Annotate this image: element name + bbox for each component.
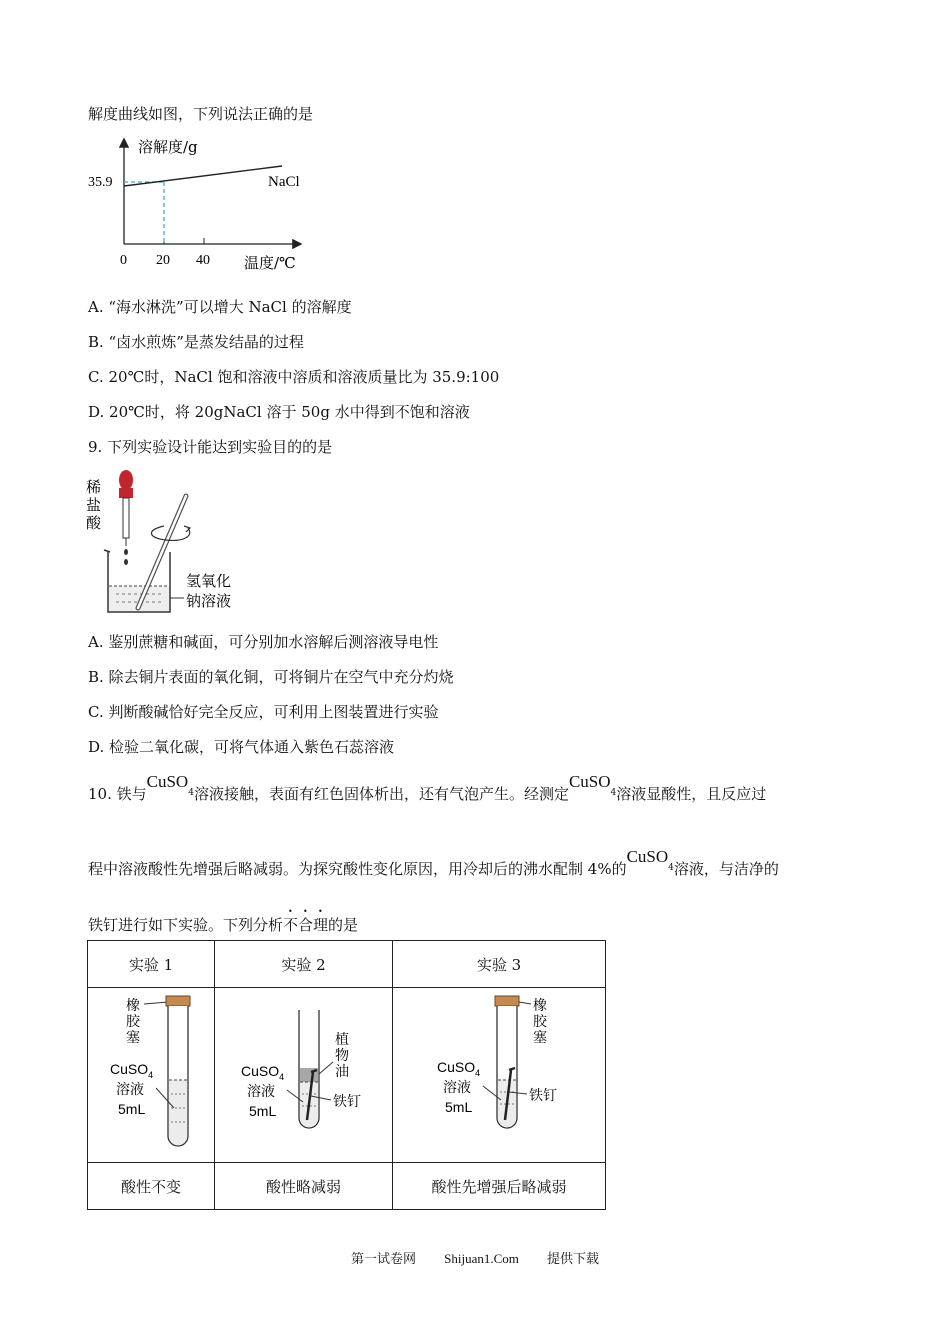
svg-text:橡: 橡 — [126, 998, 140, 1014]
svg-text:5mL: 5mL — [118, 1101, 146, 1117]
table-header: 实验 3 — [393, 941, 606, 988]
svg-text:胶: 胶 — [533, 1014, 547, 1030]
page-footer — [0, 1248, 950, 1267]
acid-label-3: 酸 — [86, 514, 102, 532]
q8-option-c: C. 20℃时，NaCl 饱和溶液中溶质和溶液质量比为 35.9:100 — [88, 368, 500, 386]
q9-option-c: C. 判断酸碱恰好完全反应，可利用上图装置进行实验 — [88, 703, 439, 721]
question-intro: 解度曲线如图，下列说法正确的是 — [88, 105, 314, 123]
svg-text:CuSO4: CuSO$_4$ — [241, 1063, 285, 1082]
x-axis-label: 温度/℃ — [244, 254, 296, 272]
svg-text:5mL: 5mL — [249, 1103, 277, 1119]
neutralization-apparatus — [86, 470, 256, 620]
svg-text:塞: 塞 — [533, 1030, 547, 1046]
test-tube-3 — [393, 988, 605, 1158]
svg-text:溶液: 溶液 — [443, 1080, 471, 1096]
dropper-tube — [123, 498, 129, 538]
test-tube-2 — [215, 988, 392, 1158]
svg-text:CuSO4: CuSO$_4$ — [110, 1061, 154, 1080]
footer-download-text: 提供下载 — [547, 1252, 600, 1267]
q10-line-3: 铁钉进行如下实验。下列分析不合理的是 — [88, 916, 359, 934]
base-label-2: 钠溶液 — [186, 592, 232, 610]
svg-text:溶液: 溶液 — [116, 1082, 144, 1098]
x-tick-label-0: 0 — [120, 253, 127, 268]
x-tick-label-20: 20 — [156, 253, 170, 268]
experiment-table — [87, 940, 606, 1210]
svg-text:油: 油 — [335, 1064, 349, 1080]
acid-label-1: 稀 — [86, 478, 102, 496]
footer-site-domain: Shijuan1.Com — [444, 1251, 519, 1266]
q9-option-a: A. 鉴别蔗糖和碱面，可分别加水溶解后测溶液导电性 — [88, 633, 439, 651]
experiment-3-figure — [393, 988, 606, 1163]
svg-text:溶液: 溶液 — [247, 1084, 275, 1100]
svg-text:胶: 胶 — [126, 1014, 140, 1030]
y-tick-label: 35.9 — [88, 175, 113, 190]
svg-text:CuSO4: CuSO$_4$ — [437, 1059, 481, 1078]
q8-option-b: B. “卤水煎炼”是蒸发结晶的过程 — [88, 333, 304, 351]
y-axis-label: 溶解度/g — [138, 138, 198, 156]
experiment-2-figure — [215, 988, 393, 1163]
q9-option-b: B. 除去铜片表面的氧化铜，可将铜片在空气中充分灼烧 — [88, 668, 454, 686]
svg-text:铁钉: 铁钉 — [333, 1094, 361, 1110]
nacl-series-line — [124, 166, 282, 186]
experiment-1-figure — [88, 988, 215, 1163]
series-label: NaCl — [268, 174, 300, 190]
cuso4-formula: CuSO$^4$ — [146, 772, 194, 798]
dropper-bulb — [119, 470, 133, 490]
solubility-chart — [86, 132, 316, 277]
test-tube-1 — [88, 988, 214, 1158]
result-cell: 酸性略减弱 — [215, 1163, 393, 1210]
svg-text:塞: 塞 — [126, 1030, 140, 1046]
result-cell: 酸性先增强后略减弱 — [393, 1163, 606, 1210]
table-header: 实验 2 — [215, 941, 393, 988]
footer-site-name: 第一试卷网 — [350, 1252, 416, 1267]
svg-text:铁钉: 铁钉 — [529, 1088, 557, 1104]
q9-option-d: D. 检验二氧化碳，可将气体通入紫色石蕊溶液 — [88, 738, 395, 756]
svg-text:植: 植 — [335, 1032, 349, 1048]
rubber-stopper — [495, 996, 519, 1006]
q9-stem: 9. 下列实验设计能达到实验目的的是 — [88, 438, 333, 456]
svg-text:橡: 橡 — [533, 998, 547, 1014]
q10-line-2: 程中溶液酸性先增强后略减弱。为探究酸性变化原因，用冷却后的沸水配制 4%的CuSO$^4$溶液，与洁净的 — [88, 847, 779, 878]
q8-option-d: D. 20℃时，将 20gNaCl 溶于 50g 水中得到不饱和溶液 — [88, 403, 470, 421]
cuso4-formula: CuSO$^4$ — [626, 847, 674, 873]
x-tick-label-40: 40 — [196, 253, 210, 268]
table-header: 实验 1 — [88, 941, 215, 988]
acid-label-2: 盐 — [86, 496, 102, 514]
base-label-1: 氢氧化 — [186, 572, 232, 590]
rubber-stopper — [166, 996, 190, 1006]
svg-text:物: 物 — [335, 1048, 349, 1064]
result-cell: 酸性不变 — [88, 1163, 215, 1210]
cuso4-formula: CuSO$^4$ — [568, 772, 617, 798]
q8-option-a: A. “海水淋洗”可以增大 NaCl 的溶解度 — [88, 298, 352, 316]
emphasis-text: 不合理 — [283, 916, 329, 934]
svg-text:5mL: 5mL — [445, 1099, 473, 1115]
q10-line-1: 10. 铁与CuSO$^4$溶液接触，表面有红色固体析出，还有气泡产生。经测定CuSO$^4$溶液显酸性，且反应过 — [88, 772, 767, 803]
